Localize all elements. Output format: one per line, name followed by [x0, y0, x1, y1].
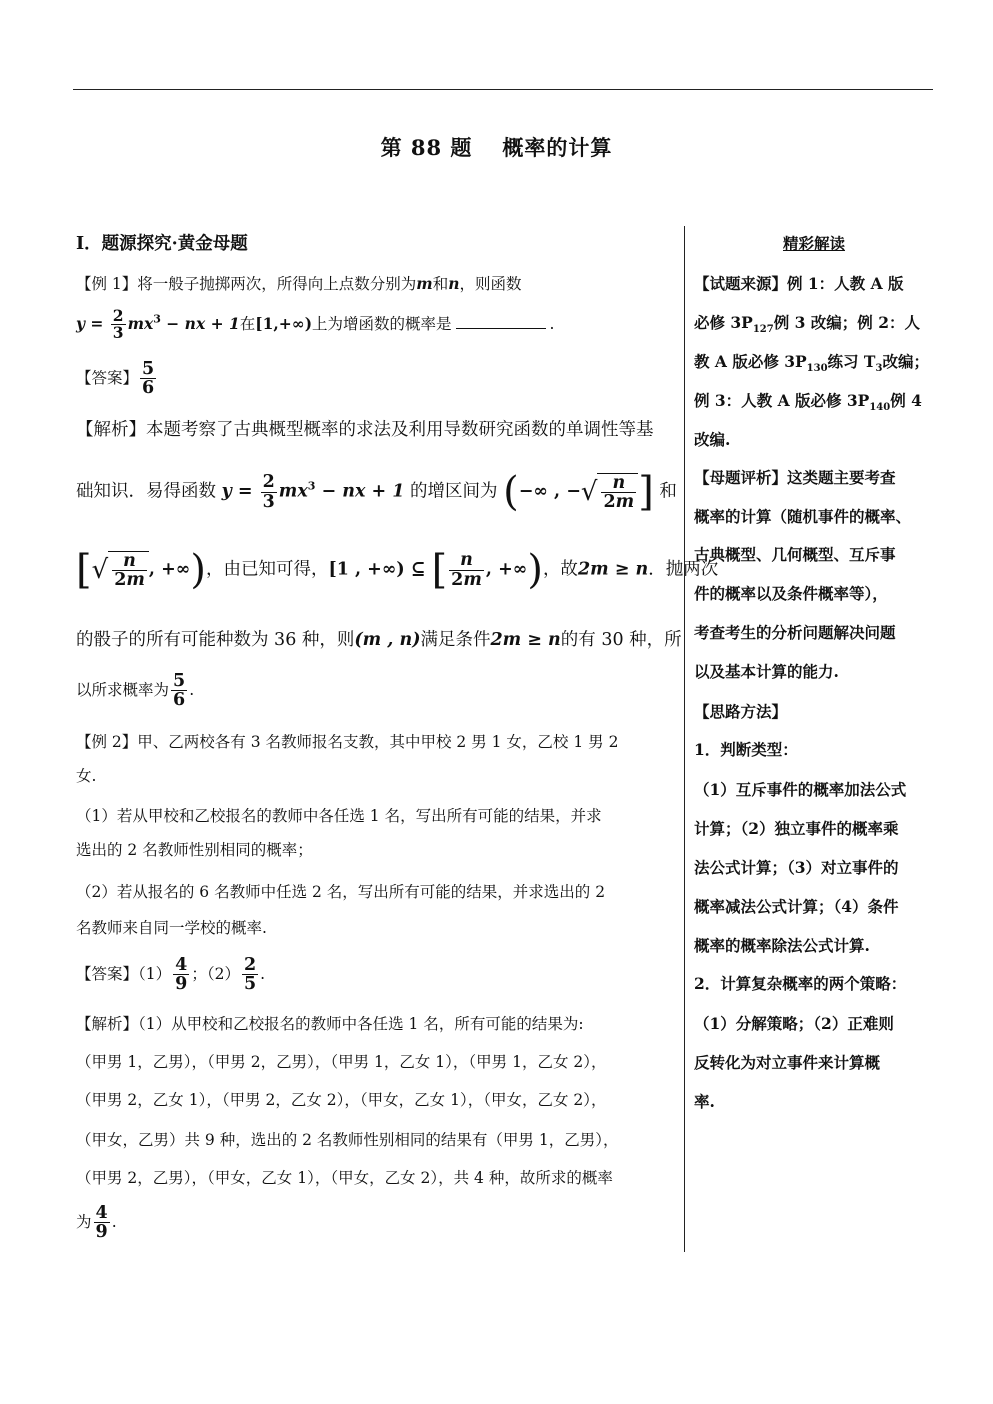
- insight-line-1: 【试题来源】例 1：人教 A 版: [694, 274, 904, 293]
- solution-2-line1: 【解析】（1）从甲校和乙校报名的教师中各任选 1 名，所有可能的结果为:: [76, 1015, 584, 1033]
- example-2-line5: （2）若从报名的 6 名教师中任选 2 名，写出所有可能的结果，并求选出的 2: [76, 883, 606, 901]
- solution-1-line5: 以所求概率为 $\frac{5}{6}$ .: [76, 671, 195, 711]
- example-2-line6: 名教师来自同一学校的概率.: [76, 919, 267, 937]
- insight-line-15: 计算；（2）独立事件的概率乘: [694, 819, 899, 838]
- example-2-line3: （1）若从甲校和乙校报名的教师中各任选 1 名，写出所有可能的结果，并求: [76, 807, 602, 825]
- column-divider: [684, 226, 685, 1252]
- example-2-line1: 【例 2】甲、乙两校各有 3 名教师报名支教，其中甲校 2 男 1 女，乙校 1 男 2: [76, 733, 619, 751]
- solution-2-line3: （甲男 2，乙女 1），（甲男 2，乙女 2），（甲女，乙女 1），（甲女，乙女 2），: [76, 1091, 607, 1109]
- insight-line-21: 反转化为对立事件来计算概: [694, 1053, 881, 1072]
- solution-1-line1: 【解析】本题考察了古典概型概率的求法及利用导数研究函数的单调性等基: [76, 420, 654, 440]
- insight-line-2: 必修 $3P_{127}$例 3 改编；例 2：人: [694, 313, 920, 336]
- solution-2-line5: （甲男 2，乙男），（甲女，乙女 1），（甲女，乙女 2），共 4 种，故所求的概率: [76, 1169, 613, 1187]
- answer-2: 【答案】（1） $\frac{4}{9}$ ；（2） $\frac{2}{5}$ .: [76, 955, 266, 995]
- insight-line-13: 1．判断类型：: [694, 740, 798, 759]
- insight-line-14: （1）互斥事件的概率加法公式: [694, 780, 907, 799]
- insight-line-11: 以及基本计算的能力.: [694, 662, 839, 681]
- solution-2-line2: （甲男 1，乙男），（甲男 2，乙男），（甲男 1，乙女 1），（甲男 1，乙女 2），: [76, 1053, 607, 1071]
- title-text: 概率的计算: [502, 135, 613, 160]
- answer-blank: [456, 314, 546, 329]
- example-2-line2: 女.: [76, 767, 97, 785]
- solution-2-line6: 为 $\frac{4}{9}$ .: [76, 1203, 117, 1243]
- insight-line-22: 率.: [694, 1092, 715, 1111]
- insight-line-9: 件的概率以及条件概率等），: [694, 584, 888, 603]
- insight-line-4: 例 3：人教 A 版必修 $3P_{140}$例 4: [694, 391, 922, 414]
- example-1-line2: y = $\frac{2}{3}$ $mx^3$ − nx + 1在[1,+∞)上为增函数的概率是 .: [76, 306, 555, 343]
- section-title: I．题源探究·黄金母题: [76, 234, 248, 254]
- page-title: [0, 132, 993, 162]
- answer-1: 【答案】 $\frac{5}{6}$: [76, 359, 155, 399]
- solution-1-line4: 的骰子的所有可能种数为 36 种，则(m , n)满足条件2m ≥ n的有 30 种，所: [76, 630, 682, 650]
- insight-line-18: 概率的概率除法公式计算.: [694, 936, 870, 955]
- insight-line-12: 【思路方法】: [694, 702, 788, 721]
- example-1-line1: 【例 1】将一般子抛掷两次，所得向上点数分别为m和n，则函数: [76, 274, 522, 293]
- solution-2-line4: （甲女，乙男）共 9 种，选出的 2 名教师性别相同的结果有（甲男 1，乙男），: [76, 1131, 619, 1149]
- insight-title: 精彩解读: [782, 234, 845, 253]
- example-2-line4: 选出的 2 名教师性别相同的概率；: [76, 841, 313, 859]
- insight-line-17: 概率减法公式计算；（4）条件: [694, 897, 899, 916]
- insight-line-5: 改编.: [694, 430, 731, 449]
- title-number: 第 88 题: [380, 135, 473, 160]
- solution-1-line2: 础知识．易得函数 y = $\frac{2}{3}$ $mx^3$ − nx + 1 的增区间为 (−∞ , − √ $\frac{n}{2m}$ ] 和: [76, 469, 677, 515]
- insight-line-20: （1）分解策略；（2）正难则: [694, 1014, 894, 1033]
- insight-line-19: 2．计算复杂概率的两个策略：: [694, 974, 907, 993]
- insight-line-7: 概率的计算（随机事件的概率、: [694, 507, 912, 526]
- insight-line-8: 古典概型、几何概型、互斥事: [694, 545, 896, 564]
- insight-line-16: 法公式计算；（3）对立事件的: [694, 858, 899, 877]
- header-rule: [73, 89, 933, 90]
- solution-1-line3: [ √ $\frac{n}{2m}$ , +∞)，由已知可得，[1 , +∞) ⊆ [ $\frac{n}{2m}$ , +∞)，故2m ≥ n．抛两次: [76, 547, 719, 593]
- insight-line-3: 教 A 版必修 $3P_{130}$练习 $T_3$改编；: [694, 352, 929, 375]
- insight-line-10: 考查考生的分析问题解决问题: [694, 623, 896, 642]
- insight-line-6: 【母题评析】这类题主要考查: [694, 468, 896, 487]
